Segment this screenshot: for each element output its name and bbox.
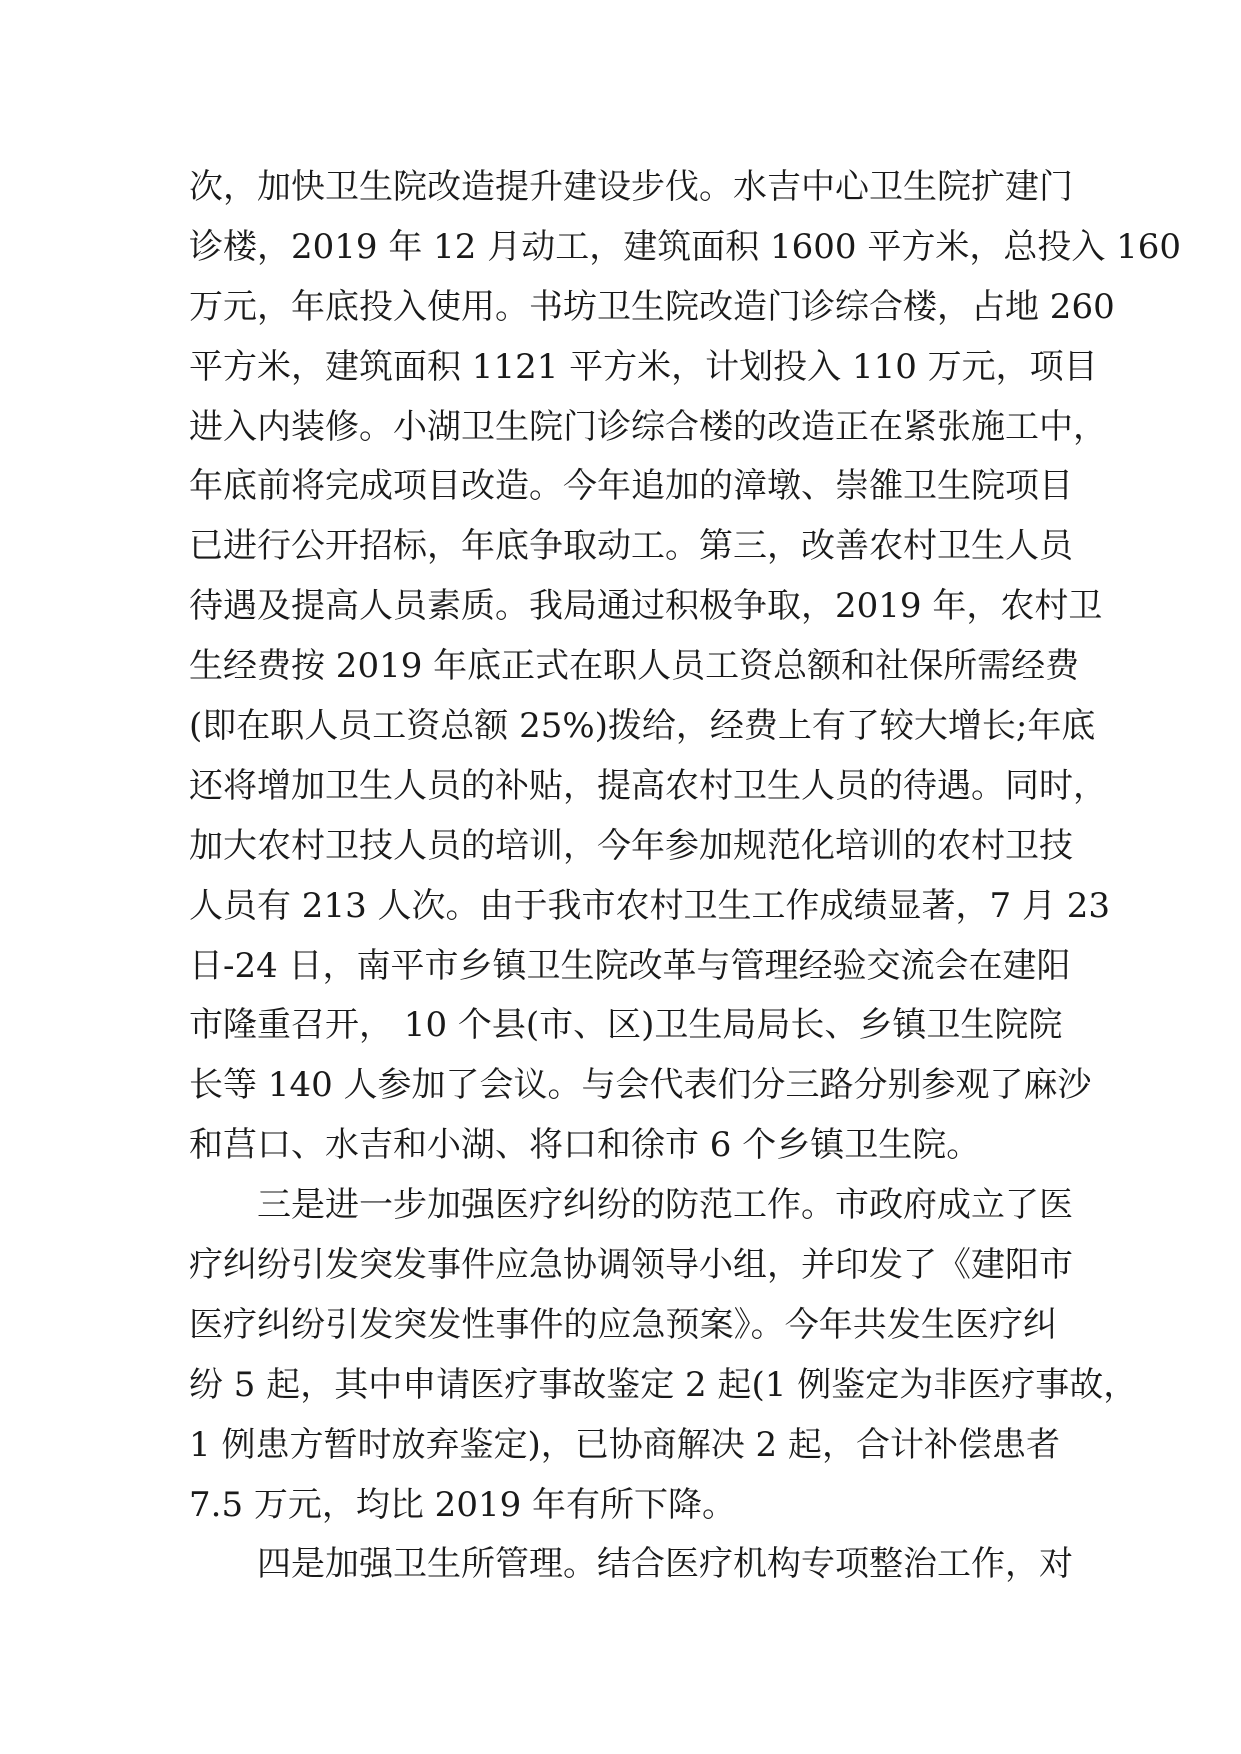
paragraph-1-line-2: 诊楼，2019 年 12 月动工，建筑面积 1600 平方米，总投入 160 bbox=[189, 226, 1182, 267]
paragraph-1-line-5: 进入内装修。小湖卫生院门诊综合楼的改造正在紧张施工中， bbox=[189, 406, 1107, 447]
paragraph-2-line-1: 三是进一步加强医疗纠纷的防范工作。市政府成立了医 bbox=[257, 1185, 1073, 1226]
paragraph-1-line-3: 万元，年底投入使用。书坊卫生院改造门诊综合楼，占地 260 bbox=[189, 286, 1115, 327]
paragraph-1-line-6: 年底前将完成项目改造。今年追加的漳墩、崇雒卫生院项目 bbox=[189, 466, 1073, 507]
paragraph-2-line-4: 纷 5 起，其中申请医疗事故鉴定 2 起(1 例鉴定为非医疗事故， bbox=[189, 1364, 1138, 1405]
paragraph-1-line-17: 和莒口、水吉和小湖、将口和徐市 6 个乡镇卫生院。 bbox=[189, 1125, 981, 1166]
paragraph-1-line-12: 加大农村卫技人员的培训，今年参加规范化培训的农村卫技 bbox=[189, 825, 1073, 866]
paragraph-1-line-13: 人员有 213 人次。由于我市农村卫生工作成绩显著，7 月 23 bbox=[189, 885, 1111, 926]
paragraph-1-line-8: 待遇及提高人员素质。我局通过积极争取，2019 年，农村卫 bbox=[189, 586, 1103, 627]
paragraph-1-line-4: 平方米，建筑面积 1121 平方米，计划投入 110 万元，项目 bbox=[189, 346, 1098, 387]
paragraph-1-line-11: 还将增加卫生人员的补贴，提高农村卫生人员的待遇。同时， bbox=[189, 765, 1107, 806]
document-body bbox=[189, 158, 1182, 1595]
paragraph-1-line-10: (即在职人员工资总额 25%)拨给，经费上有了较大增长;年底 bbox=[189, 706, 1096, 747]
paragraph-3-line-1: 四是加强卫生所管理。结合医疗机构专项整治工作，对 bbox=[257, 1544, 1073, 1585]
paragraph-2-line-3: 医疗纠纷引发突发性事件的应急预案》。今年共发生医疗纠 bbox=[189, 1304, 1057, 1345]
paragraph-2-line-2: 疗纠纷引发突发事件应急协调领导小组，并印发了《建阳市 bbox=[189, 1245, 1073, 1286]
paragraph-1-line-1: 次，加快卫生院改造提升建设步伐。水吉中心卫生院扩建门 bbox=[189, 167, 1073, 207]
paragraph-1-line-15: 市隆重召开， 10 个县(市、区)卫生局局长、乡镇卫生院院 bbox=[189, 1005, 1063, 1046]
paragraph-1-line-16: 长等 140 人参加了会议。与会代表们分三路分别参观了麻沙 bbox=[189, 1065, 1092, 1106]
paragraph-2-line-5: 1 例患方暂时放弃鉴定)，已协商解决 2 起，合计补偿患者 bbox=[189, 1424, 1060, 1465]
paragraph-2-line-6: 7.5 万元，均比 2019 年有所下降。 bbox=[189, 1484, 737, 1525]
paragraph-1-line-9: 生经费按 2019 年底正式在职人员工资总额和社保所需经费 bbox=[189, 646, 1080, 687]
paragraph-1-line-14: 日-24 日，南平市乡镇卫生院改革与管理经验交流会在建阳 bbox=[189, 945, 1071, 986]
paragraph-1-line-7: 已进行公开招标，年底争取动工。第三，改善农村卫生人员 bbox=[189, 526, 1073, 567]
